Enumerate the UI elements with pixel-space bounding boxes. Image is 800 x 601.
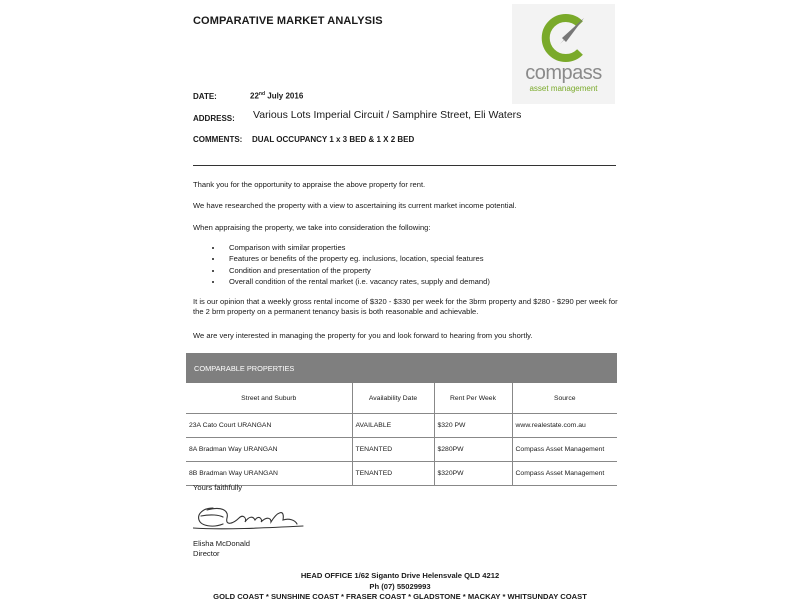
table-header-row <box>186 383 617 414</box>
table-cell: 23A Cato Court URANGAN <box>186 414 352 438</box>
paragraph-research: We have researched the property with a view to ascertaining its current market income potential. <box>193 201 517 210</box>
date-value: 22nd July 2016 <box>250 91 304 101</box>
address-label: ADDRESS: <box>193 114 235 123</box>
table-cell: AVAILABLE <box>352 414 434 438</box>
column-header: Availability Date <box>352 383 434 414</box>
date-label: DATE: <box>193 92 217 101</box>
comparables-table <box>186 383 617 486</box>
compass-logo-icon <box>540 14 588 62</box>
list-item: • Comparison with similar properties <box>223 242 623 253</box>
column-header: Rent Per Week <box>434 383 512 414</box>
header-divider <box>193 165 616 166</box>
table-row <box>186 414 617 438</box>
table-row <box>186 438 617 462</box>
address-value: Various Lots Imperial Circuit / Samphire Street, Eli Waters <box>253 109 522 121</box>
table-cell: $320 PW <box>434 414 512 438</box>
table-cell: Compass Asset Management <box>512 462 617 486</box>
footer-phone: Ph (07) 55029993 <box>369 582 431 591</box>
document-title: COMPARATIVE MARKET ANALYSIS <box>193 15 383 27</box>
signatory-name: Elisha McDonald <box>193 539 250 548</box>
logo-wordmark: compass <box>525 62 602 84</box>
signatory-role: Director <box>193 549 220 558</box>
table-cell: $280PW <box>434 438 512 462</box>
column-header: Street and Suburb <box>186 383 352 414</box>
table-cell: 8A Bradman Way URANGAN <box>186 438 352 462</box>
company-logo <box>512 4 615 104</box>
table-cell: www.realestate.com.au <box>512 414 617 438</box>
table-cell: TENANTED <box>352 438 434 462</box>
comparables-heading-text: COMPARABLE PROPERTIES <box>194 364 295 373</box>
paragraph-thanks: Thank you for the opportunity to appraise the above property for rent. <box>193 180 426 189</box>
list-item: • Condition and presentation of the property <box>223 265 623 276</box>
footer-locations: GOLD COAST * SUNSHINE COAST * FRASER COAST * GLADSTONE * MACKAY * WHITSUNDAY COAST <box>213 592 587 601</box>
paragraph-considerations: When appraising the property, we take into consideration the following: <box>193 223 431 232</box>
comments-label: COMMENTS: <box>193 135 243 144</box>
table-cell: TENANTED <box>352 462 434 486</box>
table-cell: $320PW <box>434 462 512 486</box>
list-item: • Overall condition of the rental market (i.e. vacancy rates, supply and demand) <box>223 276 623 287</box>
logo-subtitle: asset management <box>529 84 598 93</box>
list-item: • Features or benefits of the property eg. inclusions, location, special features <box>223 253 623 264</box>
table-row <box>186 462 617 486</box>
paragraph-opinion: It is our opinion that a weekly gross rental income of $320 - $330 per week for the 3brm property and $280 - $290 per week for the 2 brm property on a permanent tenancy basis is both reasonable and achievable. <box>193 297 618 316</box>
consideration-list <box>193 242 623 287</box>
table-cell: Compass Asset Management <box>512 438 617 462</box>
table-cell: 8B Bradman Way URANGAN <box>186 462 352 486</box>
paragraph-closing: We are very interested in managing the property for you and look forward to hearing from you shortly. <box>193 331 533 340</box>
footer-address: HEAD OFFICE 1/62 Siganto Drive Helensvale QLD 4212 <box>300 571 500 580</box>
comments-value: DUAL OCCUPANCY 1 x 3 BED & 1 X 2 BED <box>252 135 415 144</box>
column-header: Source <box>512 383 617 414</box>
signature-image <box>193 498 323 534</box>
comparables-heading <box>186 353 617 383</box>
closing-salutation: Yours faithfully <box>193 483 243 492</box>
